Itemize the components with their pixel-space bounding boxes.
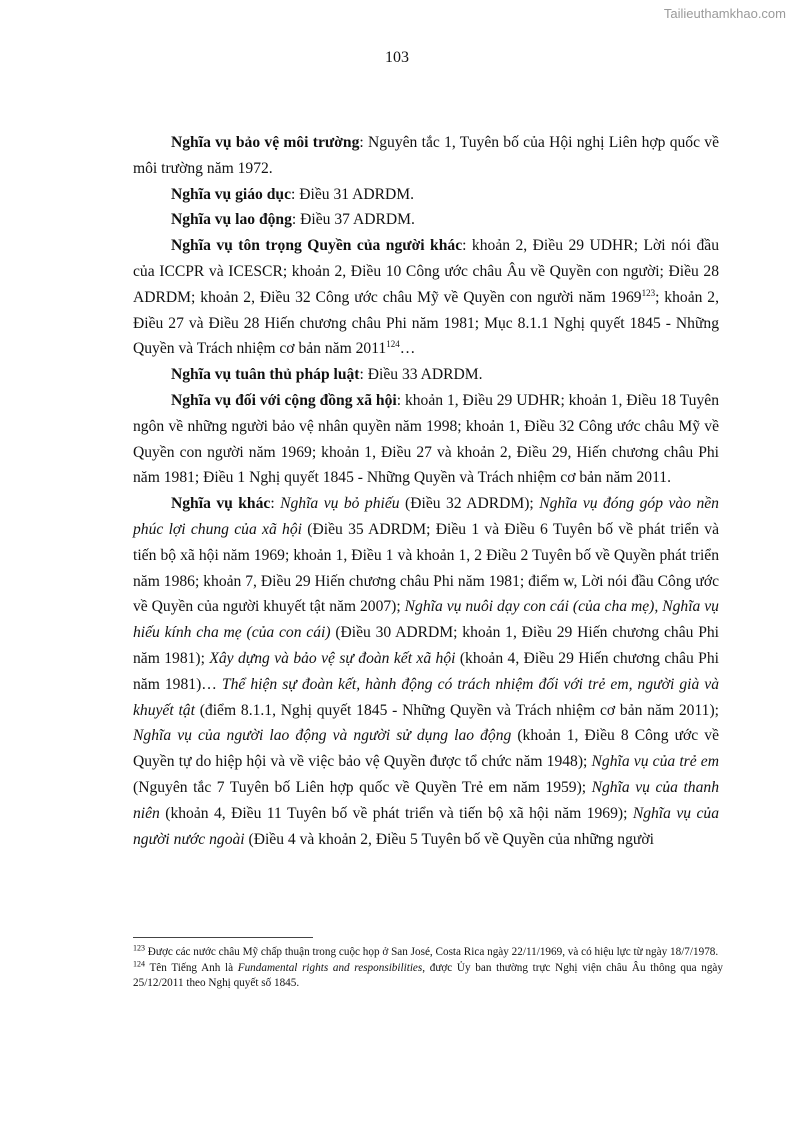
text-run: (khoản 1, Điều 8 Công ước về Quyền tự do hiệp hội và về việc bảo vệ Quyền được tổ chức năm 1948); [133, 727, 719, 771]
paragraph [133, 130, 719, 182]
italic-text: Xây dựng và bảo vệ sự đoàn kết xã hội [209, 649, 456, 667]
text-run: : Điều 37 ADRDM. [291, 211, 415, 229]
text-run: (Điều 30 ADRDM; khoản 1, Điều 29 Hiến chương châu Phi năm 1981); [133, 624, 720, 667]
paragraph [133, 491, 719, 852]
watermark: Tailieuthamkhao.com [663, 6, 786, 21]
paragraph [133, 362, 719, 388]
text-run: (Điều 4 và khoản 2, Điều 5 Tuyên bố về Quyền của những người [244, 830, 654, 848]
text-run: (Điều 32 ADRDM); [399, 495, 540, 513]
italic-text: Nghĩa vụ của người lao động và người sử dụng lao động [133, 727, 512, 745]
text-run: (Nguyên tắc 7 Tuyên bố Liên hợp quốc về Quyền Trẻ em năm 1959); [133, 778, 592, 796]
footnote-ref: 124 [386, 339, 400, 350]
text-run: Tên Tiếng Anh là [145, 961, 238, 974]
text-run: , được Ủy ban thường trực Nghị viện châu Âu thông qua ngày 25/12/2011 theo Nghị quyết số 1845. [133, 961, 723, 989]
text-run: (khoản 4, Điều 29 Hiến chương châu Phi năm 1981)… [133, 649, 719, 693]
footnote-divider [133, 937, 313, 938]
paragraph [133, 182, 719, 208]
text-run: : [270, 495, 281, 513]
text-run: : Điều 31 ADRDM. [291, 185, 415, 203]
footnote-ref: 124 [133, 958, 145, 968]
footnotes [133, 945, 723, 992]
footnote [133, 958, 723, 992]
text-run: … [399, 340, 416, 358]
bold-heading: Nghĩa vụ tôn trọng Quyền của người khác [171, 237, 463, 255]
bold-heading: Nghĩa vụ giáo dục [171, 185, 292, 203]
text-run: : khoản 2, Điều 29 UDHR; Lời nói đầu của ICCPR và ICESCR; khoản 2, Điều 10 Công ước châu Âu về Quyền con người; Điều 28 ADRDM; khoản 2, Điều 32 Công ước châu Mỹ về Quyền con người năm 1969 [133, 237, 720, 306]
italic-text: Nghĩa vụ nuôi dạy con cái (của cha mẹ), Nghĩa vụ hiếu kính cha mẹ (của con cái) [133, 598, 719, 642]
body-text [133, 130, 719, 852]
text-run: : khoản 1, Điều 29 UDHR; khoản 1, Điều 18 Tuyên ngôn về những người bảo vệ nhân quyền năm 1998; khoản 1, Điều 32 Công ước châu Mỹ về Quyền con người năm 1969; khoản 1, Điều 27 và khoản 2, Điều 29, Hiến chương châu Phi năm 1981; Điều 1 Nghị quyết 1845 - Những Quyền và Trách nhiệm cơ bản năm 2011. [133, 391, 719, 487]
bold-heading: Nghĩa vụ lao động [171, 211, 292, 229]
text-run: (Điều 35 ADRDM; Điều 1 và Điều 6 Tuyên bố về phát triển và tiến bộ xã hội năm 1969; khoản 1, Điều 1 và khoản 1, 2 Điều 2 Tuyên bố về Quyền phát triển năm 1986; khoản 7, Điều 29 Hiến chương châu Phi năm 1981; điểm w, Lời nói đầu Công ước về Quyền của người khuyết tật năm 2007); [133, 520, 719, 616]
footnote-ref: 123 [133, 943, 145, 953]
italic-text: Thể hiện sự đoàn kết, hành động có trách nhiệm đối với trẻ em, người già và khuyết tật [133, 675, 719, 719]
footnote [133, 945, 723, 961]
text-run: : Điều 33 ADRDM. [359, 366, 483, 384]
italic-text: Fundamental rights and responsibilities [237, 961, 423, 974]
italic-text: Nghĩa vụ bỏ phiếu [280, 495, 400, 513]
italic-text: Nghĩa vụ của người nước ngoài [133, 804, 719, 848]
bold-heading: Nghĩa vụ bảo vệ môi trường [171, 134, 360, 151]
italic-text: Nghĩa vụ của thanh niên [133, 778, 719, 822]
text-run: : Nguyên tắc 1, Tuyên bố của Hội nghị Liên hợp quốc về môi trường năm 1972. [133, 134, 719, 177]
text-run: Được các nước châu Mỹ chấp thuận trong cuộc họp ở San José, Costa Rica ngày 22/11/1969, và có hiệu lực từ ngày 18/7/1978. [145, 946, 719, 958]
italic-text: Nghĩa vụ của trẻ em [591, 753, 719, 771]
page-number: 103 [385, 49, 409, 66]
text-run: (điểm 8.1.1, Nghị quyết 1845 - Những Quyền và Trách nhiệm cơ bản năm 2011); [194, 701, 719, 719]
bold-heading: Nghĩa vụ tuân thủ pháp luật [171, 366, 360, 384]
bold-heading: Nghĩa vụ khác [171, 495, 271, 513]
paragraph [133, 207, 719, 233]
paragraph [133, 388, 719, 491]
text-run: (khoản 4, Điều 11 Tuyên bố về phát triển và tiến bộ xã hội năm 1969); [159, 804, 633, 822]
footnote-ref: 123 [641, 287, 656, 298]
text-run: ; khoản 2, Điều 27 và Điều 28 Hiến chương châu Phi năm 1981; Mục 8.1.1 Nghị quyết 1845 - Những Quyền và Trách nhiệm cơ bản năm 2011 [133, 288, 719, 358]
italic-text: Nghĩa vụ đóng góp vào nền phúc lợi chung của xã hội [133, 495, 719, 538]
bold-heading: Nghĩa vụ đối với cộng đồng xã hội [171, 391, 397, 409]
paragraph [133, 233, 719, 362]
